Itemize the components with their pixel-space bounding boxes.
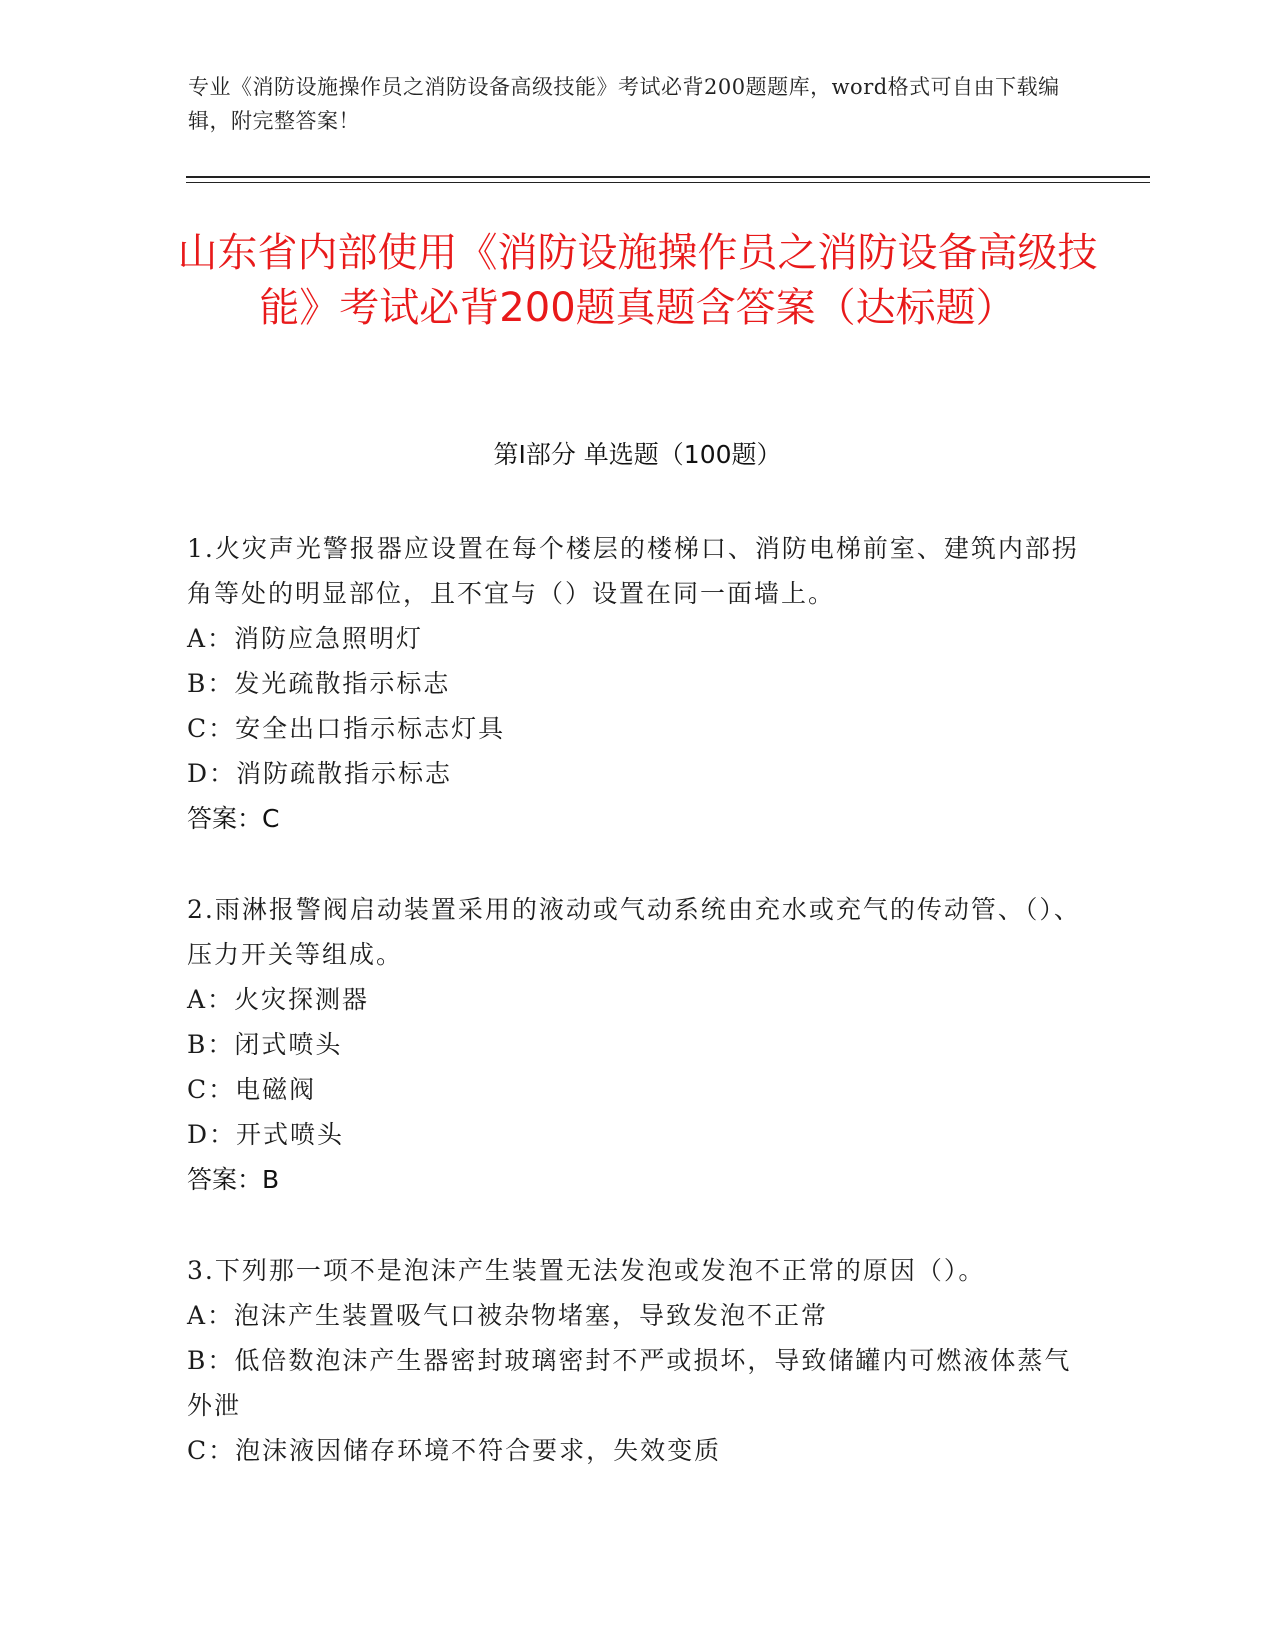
question-1 — [187, 526, 1087, 841]
option-c: C：电磁阀 — [187, 1075, 317, 1104]
question-text: 3.下列那一项不是泡沫产生装置无法发泡或发泡不正常的原因（）。 — [187, 1256, 986, 1285]
question-text: 1.火灾声光警报器应设置在每个楼层的楼梯口、消防电梯前室、建筑内部拐角等处的明显部位，且不宜与（）设置在同一面墙上。 — [187, 534, 1079, 608]
option-a: A：泡沫产生装置吸气口被杂物堵塞，导致发泡不正常 — [187, 1301, 829, 1330]
question-text: 2.雨淋报警阀启动装置采用的液动或气动系统由充水或充气的传动管、（）、压力开关等组成。 — [187, 895, 1081, 969]
option-b: B：低倍数泡沫产生器密封玻璃密封不严或损坏，导致储罐内可燃液体蒸气外泄 — [187, 1346, 1072, 1420]
section-title: 第I部分 单选题（100题） — [493, 440, 782, 469]
option-d: D：消防疏散指示标志 — [187, 759, 453, 788]
option-c: C：泡沫液因储存环境不符合要求，失效变质 — [187, 1436, 722, 1465]
option-b: B：发光疏散指示标志 — [187, 669, 451, 698]
question-3 — [187, 1248, 1087, 1473]
header-divider-thin — [186, 182, 1150, 183]
option-a: A：火灾探测器 — [187, 985, 370, 1014]
header-divider-thick — [186, 176, 1150, 178]
question-list — [187, 526, 1087, 1519]
header-note: 专业《消防设施操作员之消防设备高级技能》考试必背200题题库，word格式可自由下载编辑，附完整答案！ — [188, 75, 1060, 133]
option-a: A：消防应急照明灯 — [187, 624, 424, 653]
answer: 答案：C — [187, 804, 280, 833]
document-title: 山东省内部使用《消防设施操作员之消防设备高级技能》考试必背200题真题含答案（达标题） — [177, 230, 1098, 331]
answer: 答案：B — [187, 1165, 280, 1194]
option-d: D：开式喷头 — [187, 1120, 345, 1149]
question-2 — [187, 887, 1087, 1202]
option-b: B：闭式喷头 — [187, 1030, 343, 1059]
option-c: C：安全出口指示标志灯具 — [187, 714, 506, 743]
